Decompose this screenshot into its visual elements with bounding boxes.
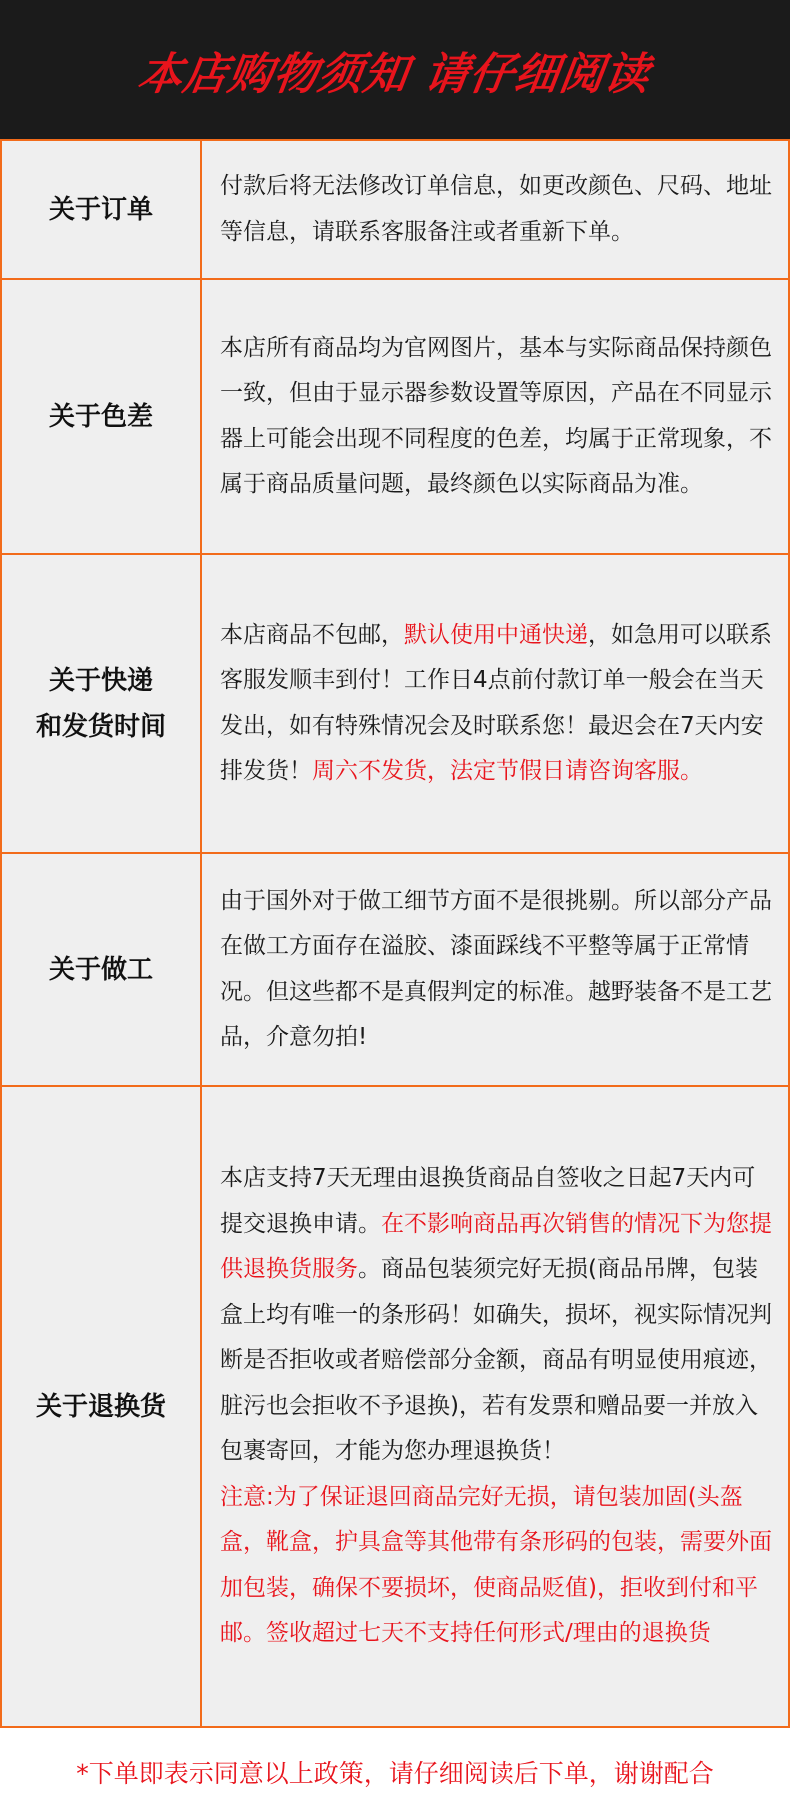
row-label-shipping bbox=[1, 554, 201, 853]
row-content-order bbox=[201, 140, 789, 279]
content-text: 本店所有商品均为官网图片，基本与实际商品保持颜色一致，但由于显示器参数设置等原因，产品在不同显示器上可能会出现不同程度的色差，均属于正常现象，不属于商品质量问题，最终颜色以实际商品为准。 bbox=[220, 334, 772, 497]
content-text: 。商品包装须完好无损(商品吊牌，包装盒上均有唯一的条形码！如确失，损坏，视实际情况判断是否拒收或者赔偿部分金额，商品有明显使用痕迹，脏污也会拒收不予退换)，若有发票和赠品要一并放入包裹寄回，才能为您办理退换货！ bbox=[220, 1256, 772, 1465]
content-text: ，如急用可以联系客服发顺丰到付！工作日4点前付款订单一般会在当天发出，如有特殊情况会及时联系您！最迟会在7天内安排发货！ bbox=[220, 621, 772, 784]
policy-row-returns bbox=[1, 1086, 789, 1727]
row-label-returns: 关于退换货 bbox=[1, 1086, 201, 1727]
page-header bbox=[0, 0, 790, 139]
content-text: 由于国外对于做工细节方面不是很挑剔。所以部分产品在做工方面存在溢胶、漆面踩线不平整等属于正常情况。但这些都不是真假判定的标准。越野装备不是工艺品，介意勿拍! bbox=[220, 887, 772, 1050]
page-title: 本店购物须知 请仔细阅读 bbox=[135, 48, 654, 100]
row-label-workmanship: 关于做工 bbox=[1, 853, 201, 1086]
footer-note bbox=[0, 1728, 790, 1816]
content-text: 本店支持7天无理由退换货商品自签收之日起7天内可提交退换申请。 bbox=[220, 1165, 756, 1237]
highlight-text: 默认使用中通快递 bbox=[404, 621, 588, 648]
highlight-text: 在不影响商品再次销售的情况下为您提供退换货服务 bbox=[220, 1210, 772, 1283]
policy-row-shipping bbox=[1, 554, 789, 853]
row-content-shipping bbox=[201, 554, 789, 853]
row-content-color-difference bbox=[201, 279, 789, 554]
policy-row-order bbox=[1, 140, 789, 279]
row-content-returns bbox=[201, 1086, 789, 1727]
row-content-workmanship bbox=[201, 853, 789, 1086]
footer-text: *下单即表示同意以上政策，请仔细阅读后下单，谢谢配合 bbox=[76, 1759, 714, 1788]
content-text: 本店商品不包邮， bbox=[220, 621, 404, 648]
notice-text: 注意:为了保证退回商品完好无损，请包装加固(头盔盒，靴盒，护具盒等其他带有条形码的包装，需要外面加包装，确保不要损坏，使商品贬值)，拒收到付和平邮。签收超过七天不支持任何形式/理由的退换货 bbox=[220, 1483, 772, 1647]
content-text: 付款后将无法修改订单信息，如更改颜色、尺码、地址等信息，请联系客服备注或者重新下单。 bbox=[220, 173, 772, 245]
policy-table bbox=[0, 139, 790, 1728]
policy-row-color-difference bbox=[1, 279, 789, 554]
label-line: 关于快递 bbox=[48, 665, 153, 696]
label-line: 和发货时间 bbox=[35, 711, 166, 742]
policy-row-workmanship bbox=[1, 853, 789, 1086]
row-label-order: 关于订单 bbox=[1, 140, 201, 279]
row-label-color-difference: 关于色差 bbox=[1, 279, 201, 554]
highlight-text: 周六不发货，法定节假日请咨询客服。 bbox=[312, 758, 703, 784]
